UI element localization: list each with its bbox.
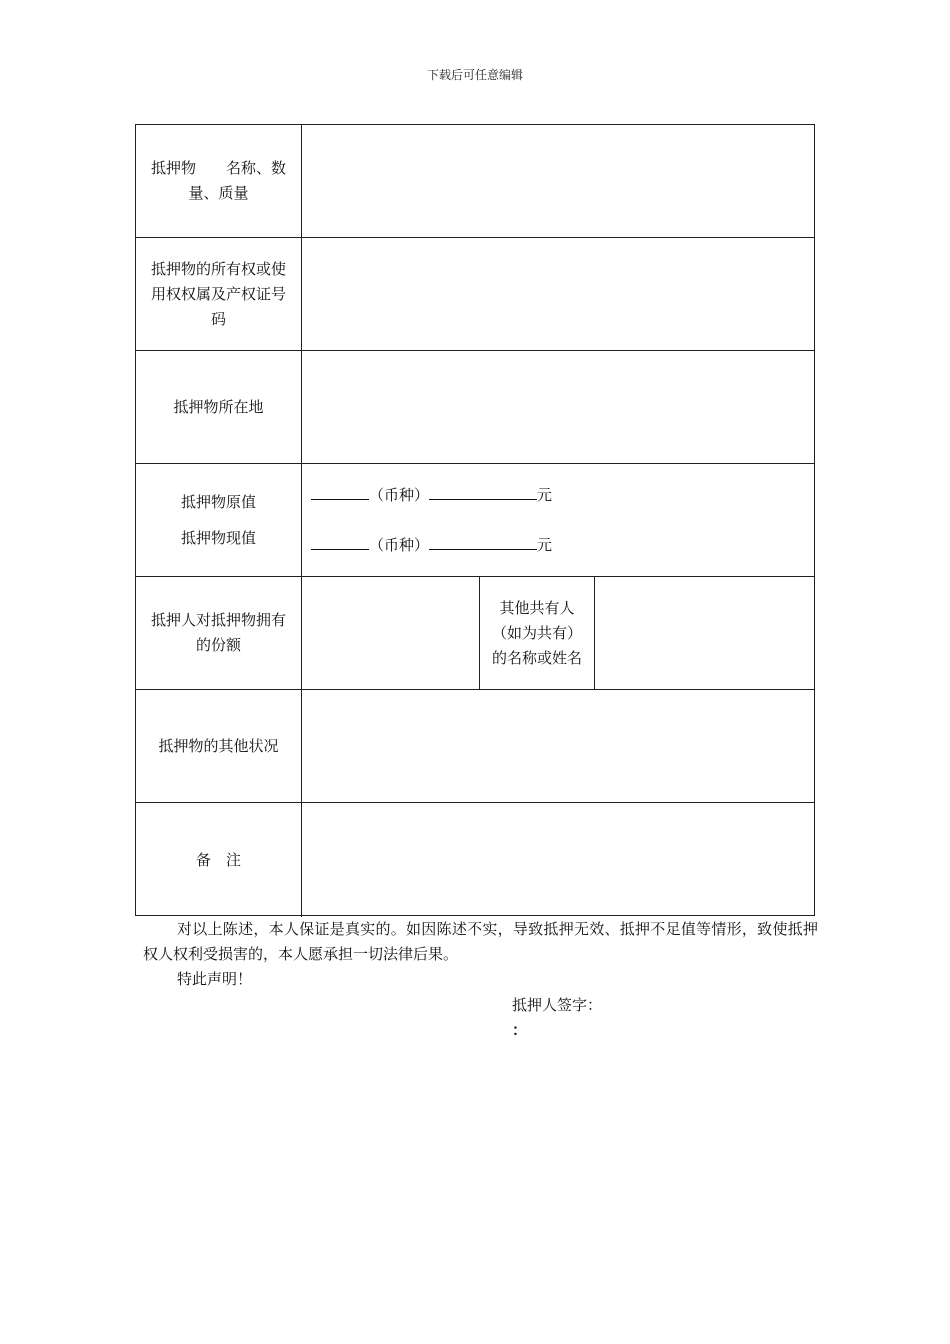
collateral-name-value[interactable] (302, 125, 814, 237)
collateral-form-table (135, 124, 815, 916)
current-currency-text: （币种） (369, 536, 430, 554)
other-status-value[interactable] (302, 690, 814, 802)
share-label: 抵押人对抵押物拥有的份额 (136, 577, 302, 689)
current-unit: 元 (537, 536, 553, 554)
row-ownership (136, 238, 814, 351)
ownership-label: 抵押物的所有权或使用权权属及产权证号码 (136, 238, 302, 350)
declaration-line: 特此声明！ (177, 970, 253, 988)
values-label-cell (136, 464, 302, 576)
location-label: 抵押物所在地 (136, 351, 302, 463)
location-value[interactable] (302, 351, 814, 463)
original-value-line (311, 484, 552, 505)
current-currency-blank[interactable] (429, 535, 537, 550)
remarks-label: 备 注 (136, 803, 302, 917)
original-currency-text: （币种） (369, 486, 430, 504)
row-remarks (136, 803, 814, 917)
remarks-value[interactable] (302, 803, 814, 917)
co-owner-label: 其他共有人（如为共有）的名称或姓名 (480, 577, 595, 689)
collateral-name-label: 抵押物 名称、数量、质量 (136, 125, 302, 237)
current-value-label: 抵押物现值 (180, 528, 256, 547)
row-collateral-name (136, 125, 814, 238)
signature-colon: ： (512, 1021, 528, 1039)
values-value-cell (302, 464, 814, 576)
original-currency-blank[interactable] (429, 485, 537, 500)
statement-paragraph: 对以上陈述，本人保证是真实的。如因陈述不实，导致抵押无效、抵押不足值等情形，致使抵押权人权利受损害的，本人愿承担一切法律后果。 (143, 920, 818, 963)
signature-label: 抵押人签字： (512, 996, 603, 1014)
current-amount-blank[interactable] (311, 535, 369, 550)
row-values (136, 464, 814, 577)
current-value-line (311, 534, 552, 555)
share-value[interactable] (302, 577, 480, 689)
co-owner-value[interactable] (595, 577, 814, 689)
row-share (136, 577, 814, 690)
original-value-label: 抵押物原值 (180, 492, 256, 511)
header-note: 下载后可任意编辑 (426, 68, 523, 82)
other-status-label: 抵押物的其他状况 (136, 690, 302, 802)
original-unit: 元 (537, 486, 553, 504)
row-location (136, 351, 814, 464)
original-amount-blank[interactable] (311, 485, 369, 500)
row-other-status (136, 690, 814, 803)
ownership-value[interactable] (302, 238, 814, 350)
